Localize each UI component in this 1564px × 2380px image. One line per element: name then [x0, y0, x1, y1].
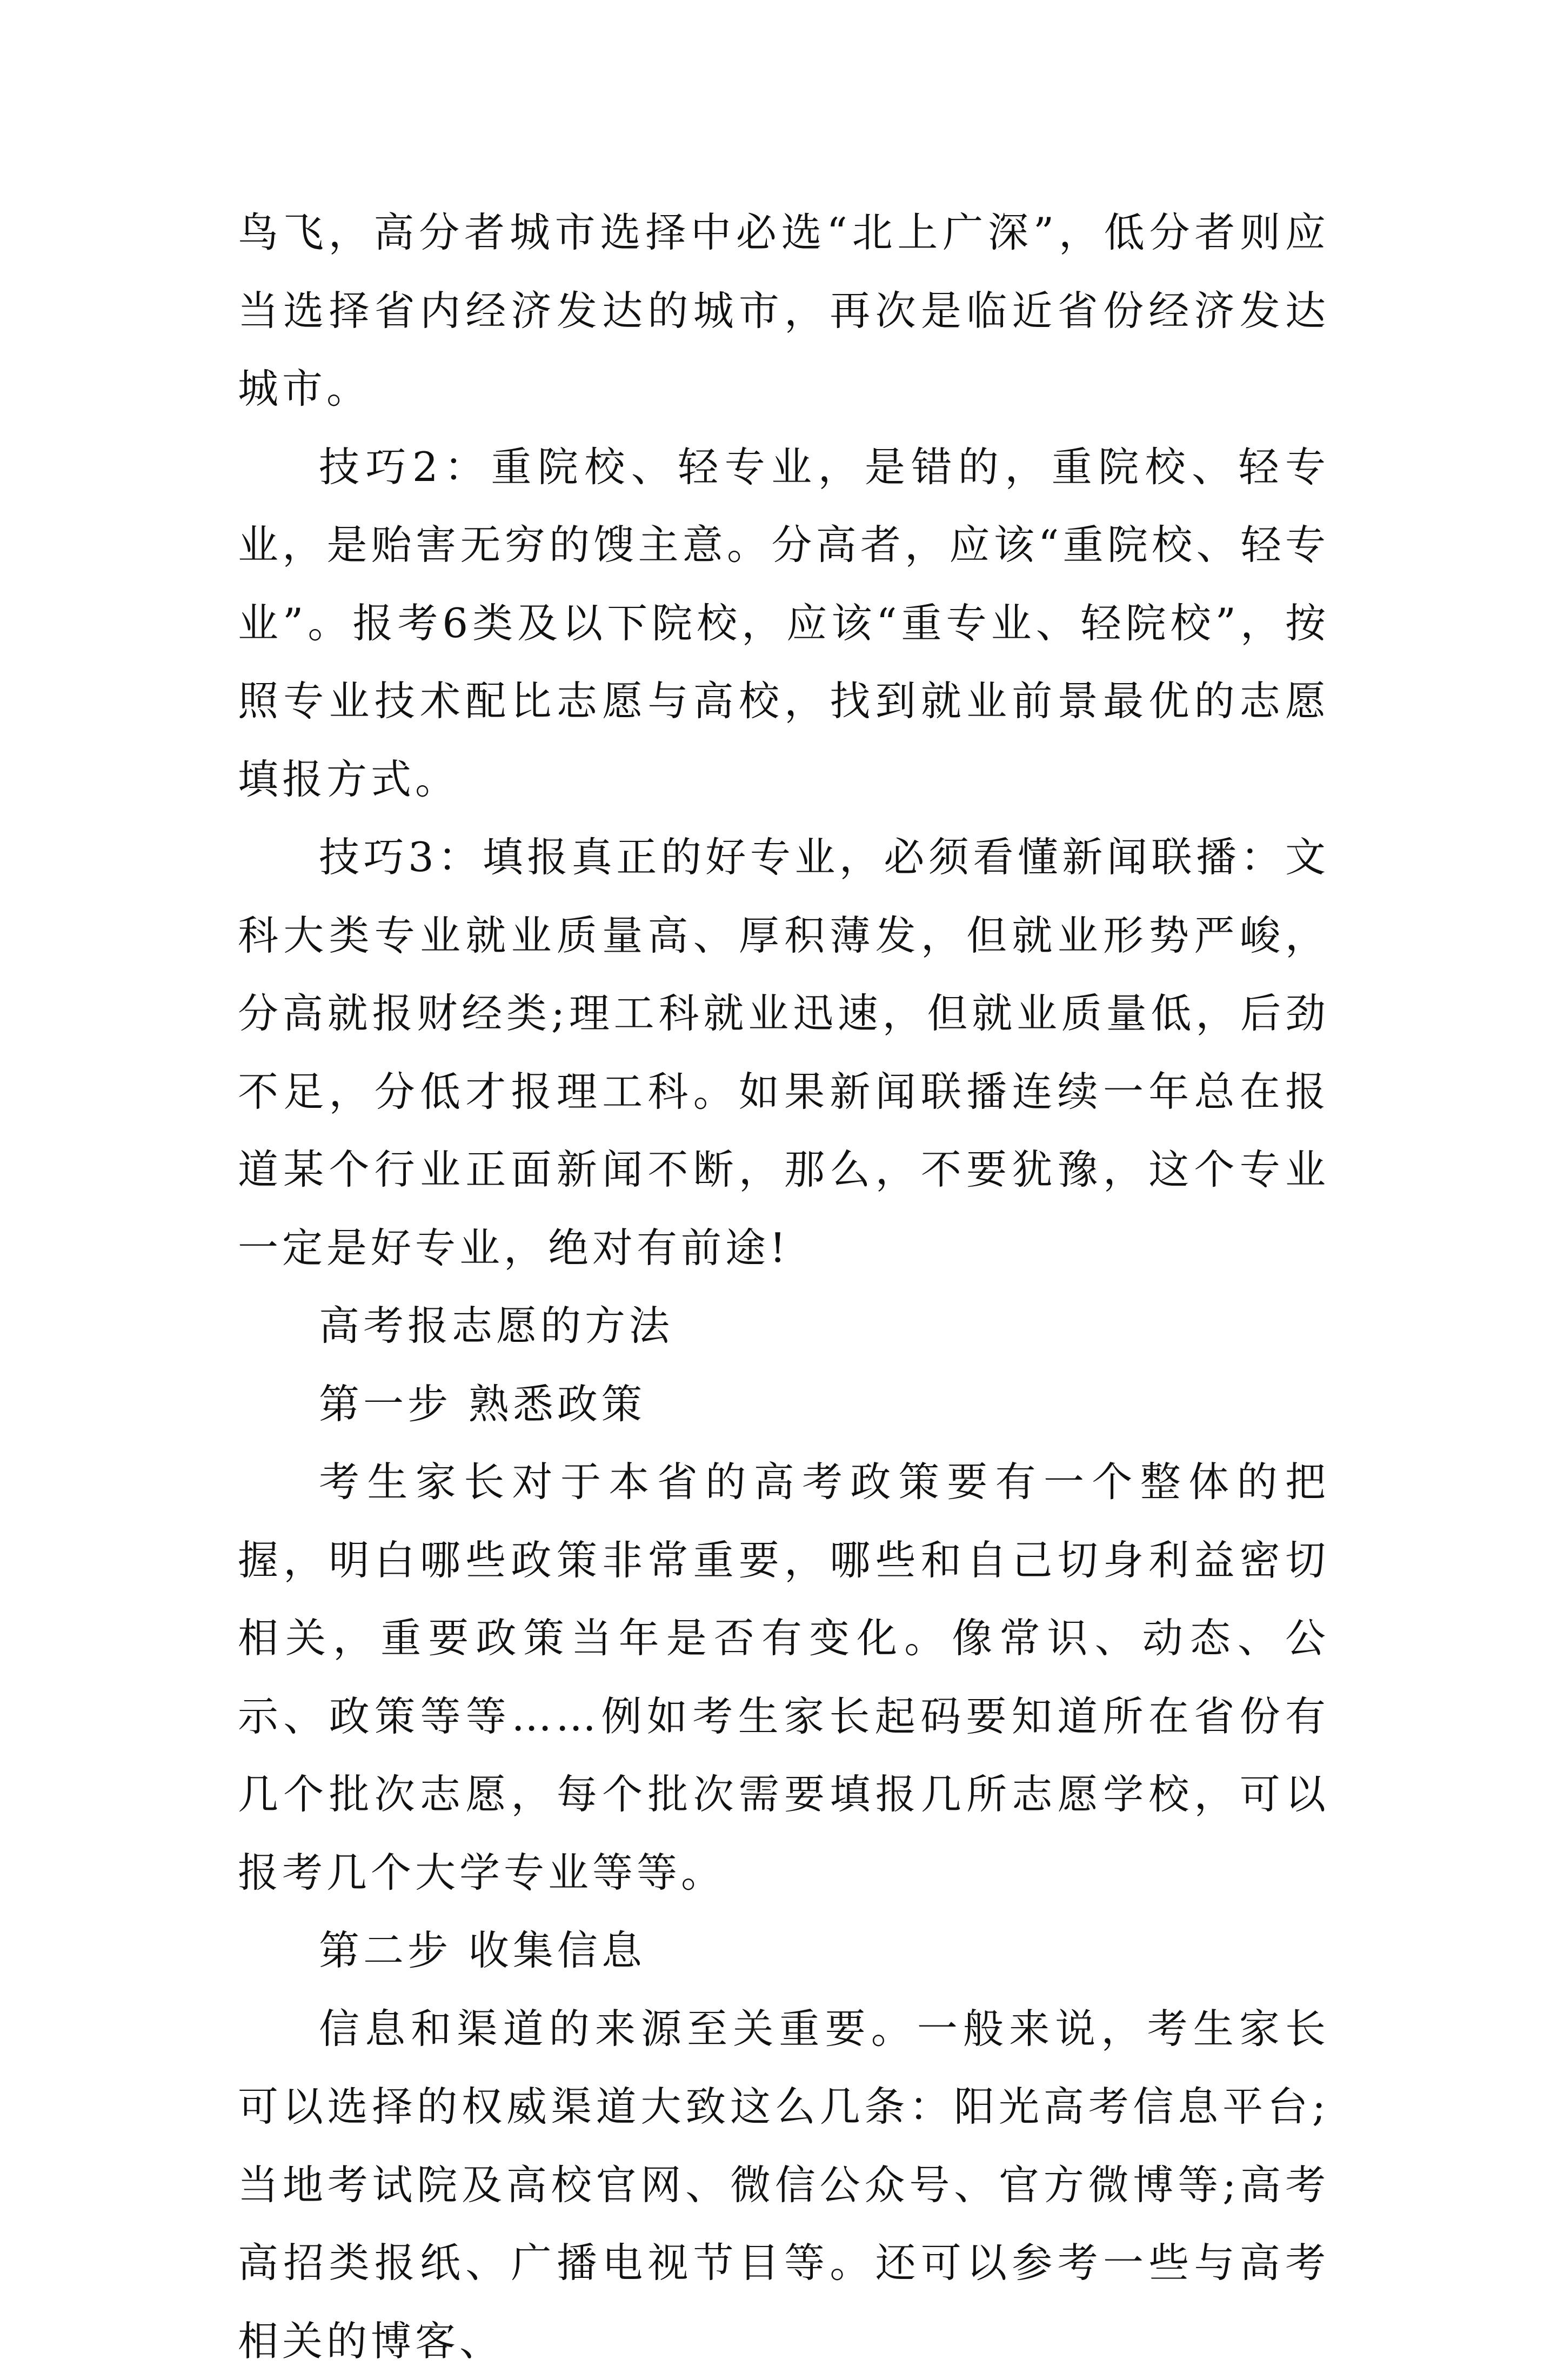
- paragraph-tip-3: 技巧3：填报真正的好专业，必须看懂新闻联播：文科大类专业就业质量高、厚积薄发，但就业形势严峻，分高就报财经类;理工科就业迅速，但就业质量低，后劲不足，分低才报理工科。如果新闻联播连续一年总在报道某个行业正面新闻不断，那么，不要犹豫，这个专业一定是好专业，绝对有前途!: [238, 818, 1329, 1287]
- paragraph-city-choice: 鸟飞，高分者城市选择中必选“北上广深”，低分者则应当选择省内经济发达的城市，再次是临近省份经济发达城市。: [238, 193, 1329, 428]
- step-heading-2: 第二步 收集信息: [238, 1911, 1329, 1990]
- paragraph-tip-2: 技巧2：重院校、轻专业，是错的，重院校、轻专业，是贻害无穷的馊主意。分高者，应该“重院校、轻专业”。报考6类及以下院校，应该“重专业、轻院校”，按照专业技术配比志愿与高校，找到就业前景最优的志愿填报方式。: [238, 428, 1329, 819]
- document-body: [238, 193, 1329, 2380]
- paragraph-step-2: 信息和渠道的来源至关重要。一般来说，考生家长可以选择的权威渠道大致这么几条：阳光高考信息平台;当地考试院及高校官网、微信公众号、官方微博等;高考高招类报纸、广播电视节目等。还可以参考一些与高考相关的博客、: [238, 1990, 1329, 2380]
- paragraph-step-1: 考生家长对于本省的高考政策要有一个整体的把握，明白哪些政策非常重要，哪些和自己切身利益密切相关，重要政策当年是否有变化。像常识、动态、公示、政策等等……例如考生家长起码要知道所在省份有几个批次志愿，每个批次需要填报几所志愿学校，可以报考几个大学专业等等。: [238, 1443, 1329, 1911]
- step-heading-1: 第一步 熟悉政策: [238, 1365, 1329, 1443]
- section-heading-methods: 高考报志愿的方法: [238, 1287, 1329, 1365]
